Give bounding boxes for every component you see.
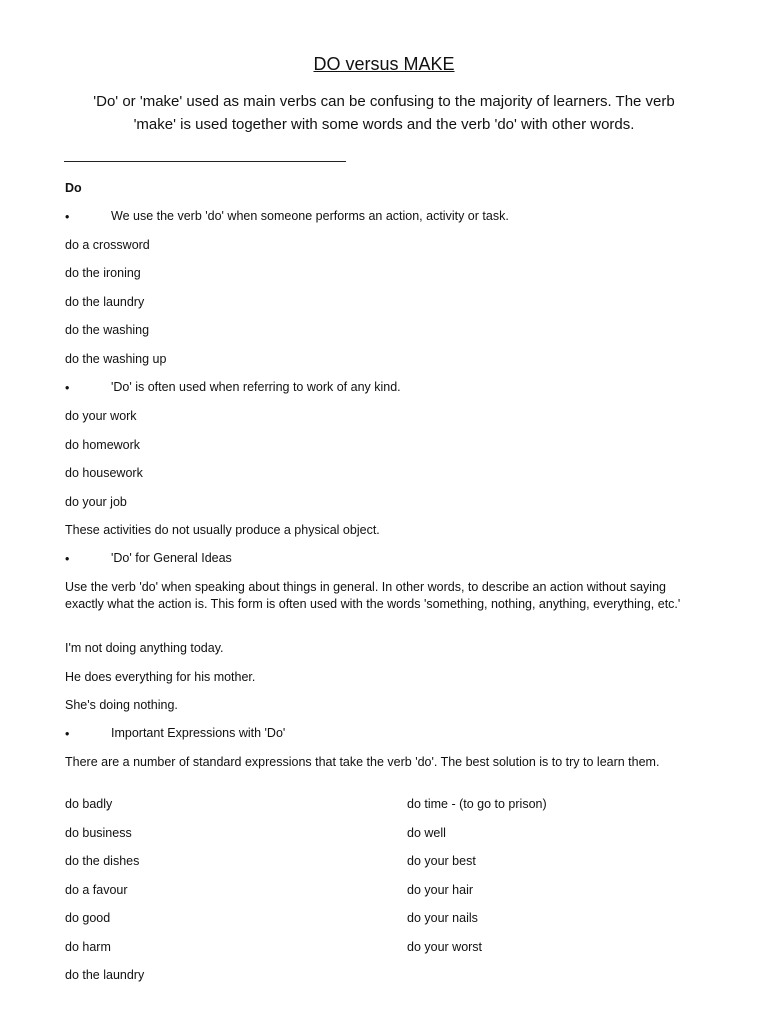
example-sentence: I'm not doing anything today. — [65, 641, 224, 655]
list-item: do the washing up — [65, 352, 167, 366]
bullet-item-work: 'Do' is often used when referring to work of any kind. — [111, 380, 401, 394]
expression-item: do the laundry — [65, 968, 145, 982]
expression-item: do badly — [65, 797, 113, 811]
bullet-icon: • — [65, 552, 70, 566]
bullet-icon: • — [65, 210, 70, 224]
expression-item: do the dishes — [65, 854, 140, 868]
list-item: do the laundry — [65, 295, 145, 309]
expression-item: do a favour — [65, 883, 128, 897]
expression-item: do your hair — [407, 883, 474, 897]
list-item: do your job — [65, 495, 127, 509]
note-text: These activities do not usually produce a physical object. — [65, 523, 380, 537]
example-sentence: He does everything for his mother. — [65, 670, 256, 684]
bullet-icon: • — [65, 727, 70, 741]
example-sentence: She's doing nothing. — [65, 698, 178, 712]
list-item: do the ironing — [65, 266, 141, 280]
expression-item: do good — [65, 911, 111, 925]
bullet-icon: • — [65, 381, 70, 395]
intro-paragraph: 'Do' or 'make' used as main verbs can be confusing to the majority of learners. The verb 'make' is used together with some words and the verb 'do' with other words. — [93, 93, 675, 133]
expression-item: do your best — [407, 854, 476, 868]
expression-item: do time - (to go to prison) — [407, 797, 547, 811]
bullet-item-action: We use the verb 'do' when someone performs an action, activity or task. — [111, 209, 509, 223]
expression-item: do business — [65, 826, 132, 840]
expression-item: do well — [407, 826, 446, 840]
expressions-intro: There are a number of standard expressions that take the verb 'do'. The best solution is to try to learn them. — [65, 755, 660, 769]
expression-item: do your nails — [407, 911, 478, 925]
list-item: do homework — [65, 438, 141, 452]
list-item: do housework — [65, 466, 143, 480]
list-item: do the washing — [65, 323, 150, 337]
bullet-item-general-ideas: 'Do' for General Ideas — [111, 551, 232, 565]
general-ideas-paragraph: Use the verb 'do' when speaking about things in general. In other words, to describe an action without saying exactly what the action is. This form is often used with the words 'something, nothing, anything, everything, etc.' — [65, 580, 681, 611]
list-item: do a crossword — [65, 238, 150, 252]
list-item: do your work — [65, 409, 137, 423]
expression-item: do harm — [65, 940, 111, 954]
bullet-item-expressions: Important Expressions with 'Do' — [111, 726, 286, 740]
section-heading-do: Do — [65, 181, 82, 195]
page-title: DO versus MAKE — [313, 54, 455, 74]
separator-line — [64, 161, 346, 162]
expression-item: do your worst — [407, 940, 483, 954]
